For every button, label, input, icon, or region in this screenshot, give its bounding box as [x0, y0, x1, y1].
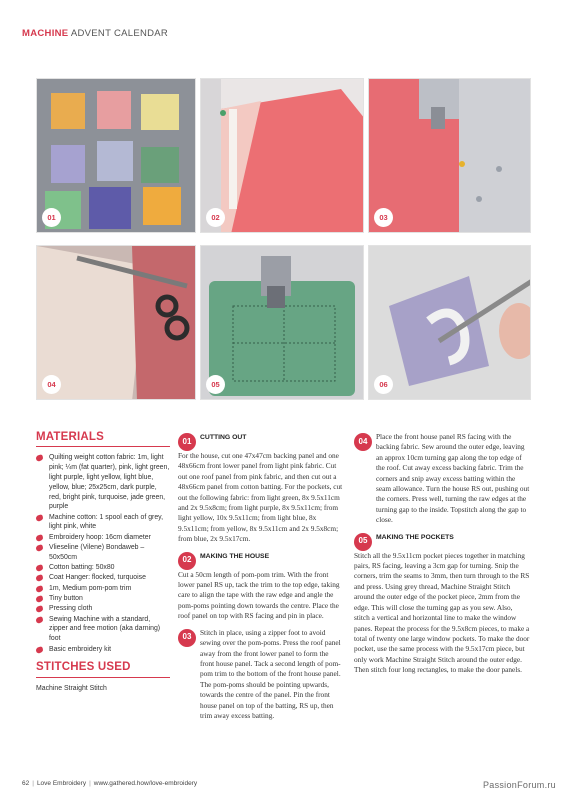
stitches-item: Machine Straight Stitch [36, 684, 107, 692]
materials-list [36, 453, 170, 654]
step-number: 01 [178, 433, 196, 451]
step-03 [178, 628, 344, 722]
photo-04-image [37, 246, 196, 400]
step-number: 05 [354, 533, 372, 551]
photo-02-number: 02 [206, 208, 225, 227]
page-header [22, 28, 168, 39]
photo-01-image [37, 79, 196, 233]
section-label: MACHINE [22, 28, 69, 39]
step-title: CUTTING OUT [200, 434, 247, 441]
materials-item: Coat Hanger: flocked, turquoise [36, 573, 170, 583]
photo-03-image [369, 79, 531, 233]
photo-05-number: 05 [206, 375, 225, 394]
photo-02 [200, 78, 364, 233]
materials-item: Sewing Machine with a standard, zipper and free motion (aka darning) foot [36, 615, 170, 644]
materials-item: Cotton batting: 50x80 [36, 563, 170, 573]
step-title: MAKING THE POCKETS [376, 533, 454, 541]
stitches-heading: STITCHES USED [36, 661, 131, 674]
step-text: Place the front house panel RS facing with the backing fabric. Sew around the outer edge, leaving an approx 10cm turning gap along the top edge of the roof. Cut away excess backing fabric. Trim the corners and snip away excess batting within the seam allowance. Turn the house RS out, pushing out the corners. Press well, turning the raw edges at the turning gap to the inside. Topstitch along the gap to close. [376, 432, 530, 525]
step-text: Stitch in place, using a zipper foot to avoid sewing over the pom-poms. Press the roof panel away from the front lower panel to form the front house panel. Tack a second length of pom-pom trim to the bottom of the front house panel. The pom-poms should be pointing upwards, towards the centre of the panel. Pin the front house panel on top of the batting, RS up, then trim away excess batting. [200, 627, 341, 720]
footer-url[interactable]: www.gathered.how/love-embroidery [93, 780, 198, 787]
step-05 [354, 532, 530, 676]
materials-item: Machine cotton: 1 spool each of grey, light pink, white [36, 513, 170, 533]
stitches-rule [36, 677, 170, 678]
step-text: For the house, cut one 47x47cm backing panel and one 48x66cm front lower panel from light pink fabric. Cut out one roof panel from pink fabric, and then cut out a 48x66cm panel from cotton batting. For the pockets, cut out the following fabric: from light green, 8x 9.5x11cm and 2x 9.5x8cm; from light purple, 8x 9.5x11cm; from light yellow, 10x 9.5x11cm; from light blue, 8x 9.5x11cm; from yellow, 8x 9.5x11cm and 2x 9.5x8cm; from blue, 2x 9.5x17cm. [178, 451, 343, 544]
photo-06 [368, 245, 531, 400]
photo-06-number: 06 [374, 375, 393, 394]
watermark: PassionForum.ru [482, 780, 556, 790]
steps-column-2 [354, 432, 530, 682]
materials-heading: MATERIALS [36, 431, 105, 443]
photo-04-number: 04 [42, 375, 61, 394]
photo-06-image [369, 246, 531, 400]
materials-item: Embroidery hoop: 16cm diameter [36, 533, 170, 543]
photo-05 [200, 245, 364, 400]
materials-item: 1m, Medium pom-pom trim [36, 584, 170, 594]
step-01 [178, 432, 344, 545]
step-number: 04 [354, 433, 372, 451]
step-text: Cut a 50cm length of pom-pom trim. With the front lower panel RS up, tack the trim to the top edge, taking care to align the tape with the raw edge and angle the pom-poms pointing down towards the centre. Place the roof panel on top with RS facing and pin in place. [178, 569, 340, 621]
photo-03 [368, 78, 531, 233]
materials-column [36, 432, 170, 694]
page-number: 62 [22, 780, 30, 787]
materials-item: Quilting weight cotton fabric: 1m, light pink; ¼m (fat quarter), pink, light green, light purple, light yellow, light blue, yellow, blue; 25x25cm, dark purple, red, bright pink, turquoise, jade green, purple [36, 453, 170, 512]
steps-column-1 [178, 432, 344, 727]
materials-item: Pressing cloth [36, 604, 170, 614]
step-02 [178, 551, 344, 622]
photo-02-image [201, 79, 364, 233]
step-04 [354, 432, 530, 526]
step-text: Stitch all the 9.5x11cm pocket pieces together in matching pairs, RS facing, leaving a 3cm gap for turning. Snip the corners, trim the seams to 3mm, then turn through to the RS and press. Using grey thread, Machine Straight Stitch around the outer edge of the pocket piece, 2mm from the edge. This will close the turning gap as you sew. Also, stitch a vertical and horizontal line to make the window panes. Repeat the process for the 9.5x8cm pieces, to make a total of twenty one large window pockets. To make the door pocket, use the same process with the 9.5x17cm piece, but only work Machine Straight Stitch around the outer edge. Then stitch four long rectangles, to make the door panels. [354, 550, 530, 675]
materials-item: Vlieseline (Vilene) Bondaweb – 50x50cm [36, 543, 170, 563]
photo-01-number: 01 [42, 208, 61, 227]
step-number: 02 [178, 552, 196, 570]
step-number: 03 [178, 629, 196, 647]
materials-item: Basic embroidery kit [36, 645, 170, 655]
photo-04 [36, 245, 196, 400]
page-footer: 62 | Love Embroidery | www.gathered.how/love-embroidery [22, 780, 198, 787]
magazine-name: Love Embroidery [36, 780, 87, 787]
materials-item: Tiny button [36, 594, 170, 604]
photo-01 [36, 78, 196, 233]
photo-03-number: 03 [374, 208, 393, 227]
photo-05-image [201, 246, 364, 400]
step-title: MAKING THE HOUSE [200, 552, 270, 560]
materials-rule [36, 446, 170, 447]
section-subtitle: ADVENT CALENDAR [70, 28, 169, 39]
